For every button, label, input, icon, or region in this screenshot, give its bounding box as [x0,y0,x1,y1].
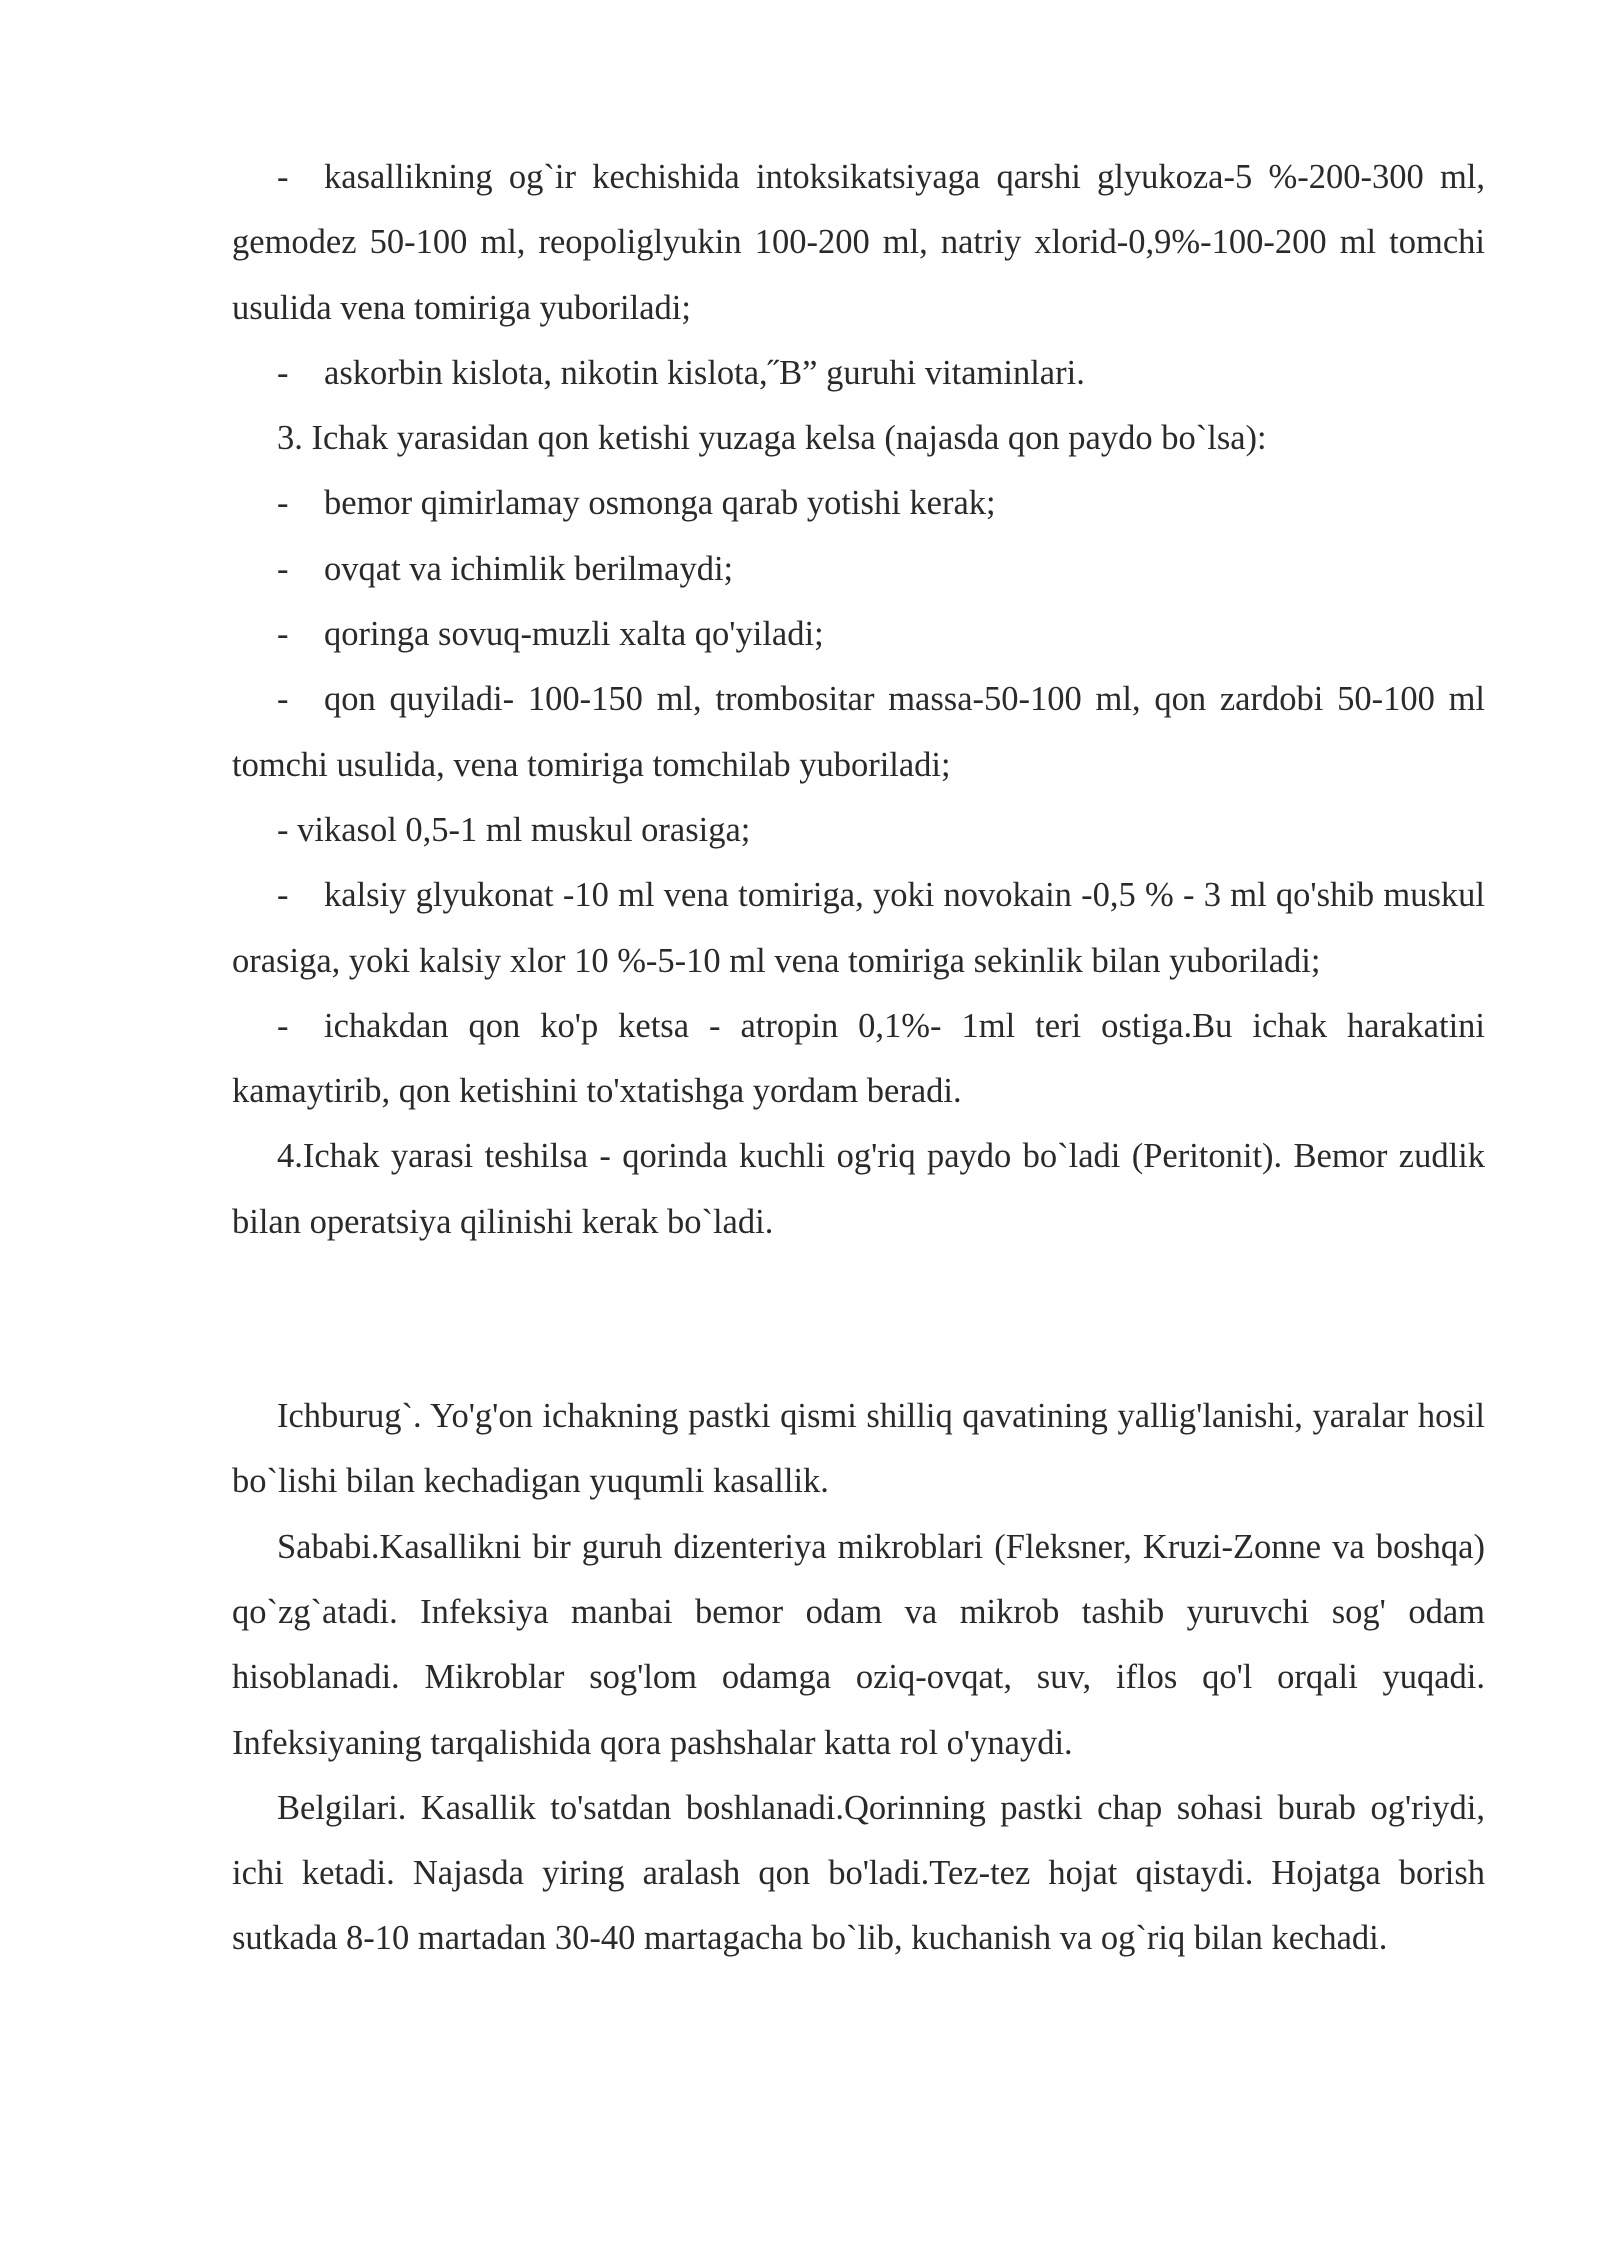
list-dash: - [277,353,289,392]
numbered-item-3 [232,406,1485,471]
paragraph-text: kalsiy glyukonat -10 ml vena tomiriga, yoki novokain -0,5 % - 3 ml qo'shib muskul orasiga, yoki kalsiy xlor 10 %-5-10 ml vena tomiriga sekinlik bilan yuboriladi; [232,876,1485,980]
list-dash: - [277,549,289,588]
document-page [232,145,1485,1972]
list-item-bed-rest [232,471,1485,536]
numbered-item-4 [232,1124,1485,1255]
list-item-atropin [232,994,1485,1125]
paragraph-text: kasallikning og`ir kechishida intoksikatsiyaga qarshi glyukoza-5 %-200-300 ml, gemodez 50-100 ml, reopoliglyukin 100-200 ml, natriy xlorid-0,9%-100-200 ml tomchi usulida vena tomiriga yuboriladi; [232,158,1485,327]
section-spacer [232,1255,1485,1384]
paragraph-text: ichakdan qon ko'p ketsa - atropin 0,1%- 1ml teri ostiga.Bu ichak harakatini kamaytirib, qon ketishini to'xtatishga yordam beradi. [232,1006,1485,1111]
list-item-ice-pack [232,602,1485,667]
list-dash: - [277,1006,289,1045]
list-item-no-food [232,537,1485,602]
paragraph-text: 3. Ichak yarasidan qon ketishi yuzaga kelsa (najasda qon paydo bo`lsa): [277,419,1267,458]
list-item-detox [232,145,1485,341]
paragraph-text: bemor qimirlamay osmonga qarab yotishi kerak; [324,484,996,523]
paragraph-text: askorbin kislota, nikotin kislota,˝B” guruhi vitaminlari. [324,353,1085,392]
paragraph-text: qoringa sovuq-muzli xalta qo'yiladi; [324,615,824,654]
list-dash: - [277,484,289,523]
paragraph-text: ovqat va ichimlik berilmaydi; [324,549,734,588]
paragraph-text: qon quyiladi- 100-150 ml, trombositar massa-50-100 ml, qon zardobi 50-100 ml tomchi usulida, vena tomiriga tomchilab yuboriladi; [232,680,1485,784]
paragraph-text: 4.Ichak yarasi teshilsa - qorinda kuchli og'riq paydo bo`ladi (Peritonit). Bemor zudlik bilan operatsiya qilinishi kerak bo`ladi. [232,1137,1485,1241]
paragraph-causes [232,1515,1485,1776]
paragraph-text: Sababi.Kasallikni bir guruh dizenteriya mikroblari (Fleksner, Kruzi-Zonne va boshqa) qo`zg`atadi. Infeksiya manbai bemor odam va mikrob tashib yuruvchi sog' odam hisoblanadi. Mikroblar sog'lom odamga oziq-ovqat, suv, iflos qo'l orqali yuqadi. Infeksiyaning tarqalishida qora pashshalar katta rol o'ynaydi. [232,1527,1485,1762]
list-dash: - [277,876,289,915]
list-item-calcium [232,863,1485,994]
list-item-vitamins [232,341,1485,406]
paragraph-text: Ichburug`. Yo'g'on ichakning pastki qismi shilliq qavatining yallig'lanishi, yaralar hosil bo`lishi bilan kechadigan yuqumli kasallik. [232,1397,1485,1501]
paragraph-text: Belgilari. Kasallik to'satdan boshlanadi.Qorinning pastki chap sohasi burab og'riydi, ichi ketadi. Najasda yiring aralash qon bo'ladi.Tez-tez hojat qistaydi. Hojatga borish sutkada 8-10 martadan 30-40 martagacha bo`lib, kuchanish va og`riq bilan kechadi. [232,1788,1485,1958]
list-dash: - [277,615,289,654]
list-dash: - [277,680,289,719]
list-item-vikasol [232,798,1485,863]
paragraph-definition [232,1384,1485,1515]
paragraph-symptoms [232,1776,1485,1972]
list-dash: - [277,158,289,196]
list-item-transfusion [232,667,1485,798]
paragraph-text: - vikasol 0,5-1 ml muskul orasiga; [277,810,751,849]
